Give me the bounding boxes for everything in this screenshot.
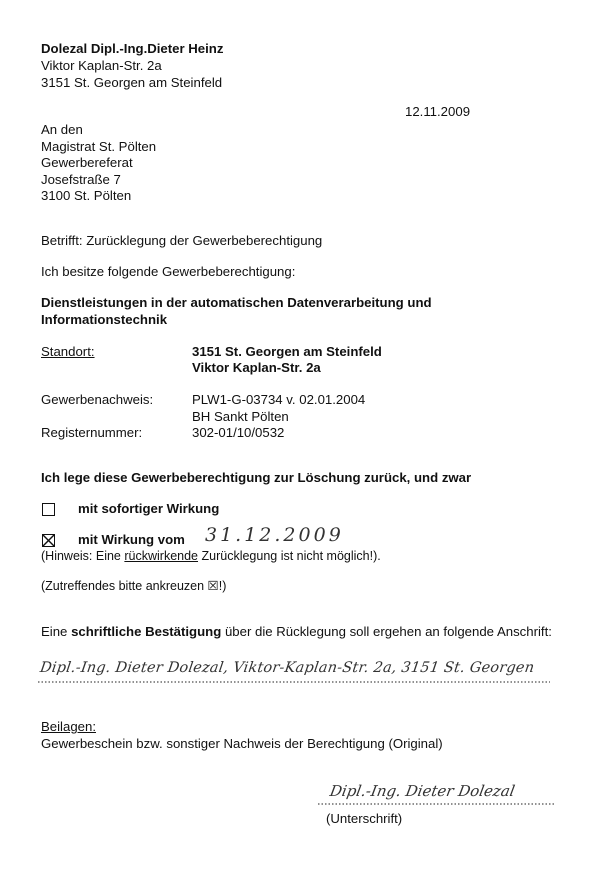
immediate-label: mit sofortiger Wirkung <box>78 501 220 516</box>
confirmation-suffix: über die Rücklegung soll ergehen an folgende Anschrift: <box>221 624 552 639</box>
sender-name: Dolezal Dipl.-Ing.Dieter Heinz <box>41 41 224 56</box>
signature-caption: (Unterschrift) <box>326 811 403 826</box>
dated-label: mit Wirkung vom <box>78 532 185 547</box>
immediate-checkbox[interactable] <box>42 503 55 516</box>
nachweis-label: Gewerbenachweis: <box>41 392 154 407</box>
register-value: 302-01/10/0532 <box>192 425 285 440</box>
signature-handwritten[interactable]: Dipl.-Ing. Dieter Dolezal <box>328 782 517 800</box>
recipient-line-2: Magistrat St. Pölten <box>41 139 157 154</box>
confirmation-line <box>41 624 552 640</box>
hint-suffix: Zurücklegung ist nicht möglich!). <box>198 549 381 563</box>
confirmation-prefix: Eine <box>41 624 72 639</box>
hint-underlined: rückwirkende <box>124 549 199 563</box>
address-dotted-line <box>38 681 553 685</box>
license-title-line-2: Informationstechnik <box>41 312 168 327</box>
tick-note: (Zutreffendes bitte ankreuzen ☒!) <box>41 579 227 593</box>
letter-date: 12.11.2009 <box>405 104 471 119</box>
signature-line <box>318 803 558 807</box>
standort-line-2: Viktor Kaplan-Str. 2a <box>192 360 321 375</box>
dated-value-handwritten[interactable]: 31.12.2009 <box>205 524 344 546</box>
nachweis-line-1: PLW1-G-03734 v. 02.01.2004 <box>192 392 366 407</box>
subject-line: Betrifft: Zurücklegung der Gewerbeberechtigung <box>41 233 323 248</box>
recipient-line-3: Gewerbereferat <box>41 155 133 170</box>
standort-line-1: 3151 St. Georgen am Steinfeld <box>192 344 382 359</box>
hint-line <box>41 548 381 564</box>
check-cross-icon <box>43 535 54 546</box>
standort-label: Standort: <box>41 344 95 359</box>
intro-line: Ich besitze folgende Gewerbeberechtigung: <box>41 264 296 279</box>
sender-city: 3151 St. Georgen am Steinfeld <box>41 75 223 90</box>
attachments-item: Gewerbeschein bzw. sonstiger Nachweis der Berechtigung (Original) <box>41 736 443 751</box>
recipient-line-4: Josefstraße 7 <box>41 172 121 187</box>
nachweis-line-2: BH Sankt Pölten <box>192 409 289 424</box>
handwritten-address[interactable]: Dipl.-Ing. Dieter Dolezal, Viktor-Kaplan-Str. 2a, 3151 St. Georgen <box>38 660 536 676</box>
license-title-line-1: Dienstleistungen in der automatischen Datenverarbeitung und <box>41 295 432 310</box>
declaration-line: Ich lege diese Gewerbeberechtigung zur Löschung zurück, und zwar <box>41 470 472 485</box>
register-label: Registernummer: <box>41 425 143 440</box>
recipient-line-5: 3100 St. Pölten <box>41 188 132 203</box>
sender-street: Viktor Kaplan-Str. 2a <box>41 58 162 73</box>
attachments-label: Beilagen: <box>41 719 96 734</box>
recipient-line-1: An den <box>41 122 83 137</box>
dated-checkbox[interactable] <box>42 534 55 547</box>
confirmation-bold: schriftliche Bestätigung <box>71 624 222 639</box>
hint-prefix: (Hinweis: Eine <box>41 549 125 563</box>
